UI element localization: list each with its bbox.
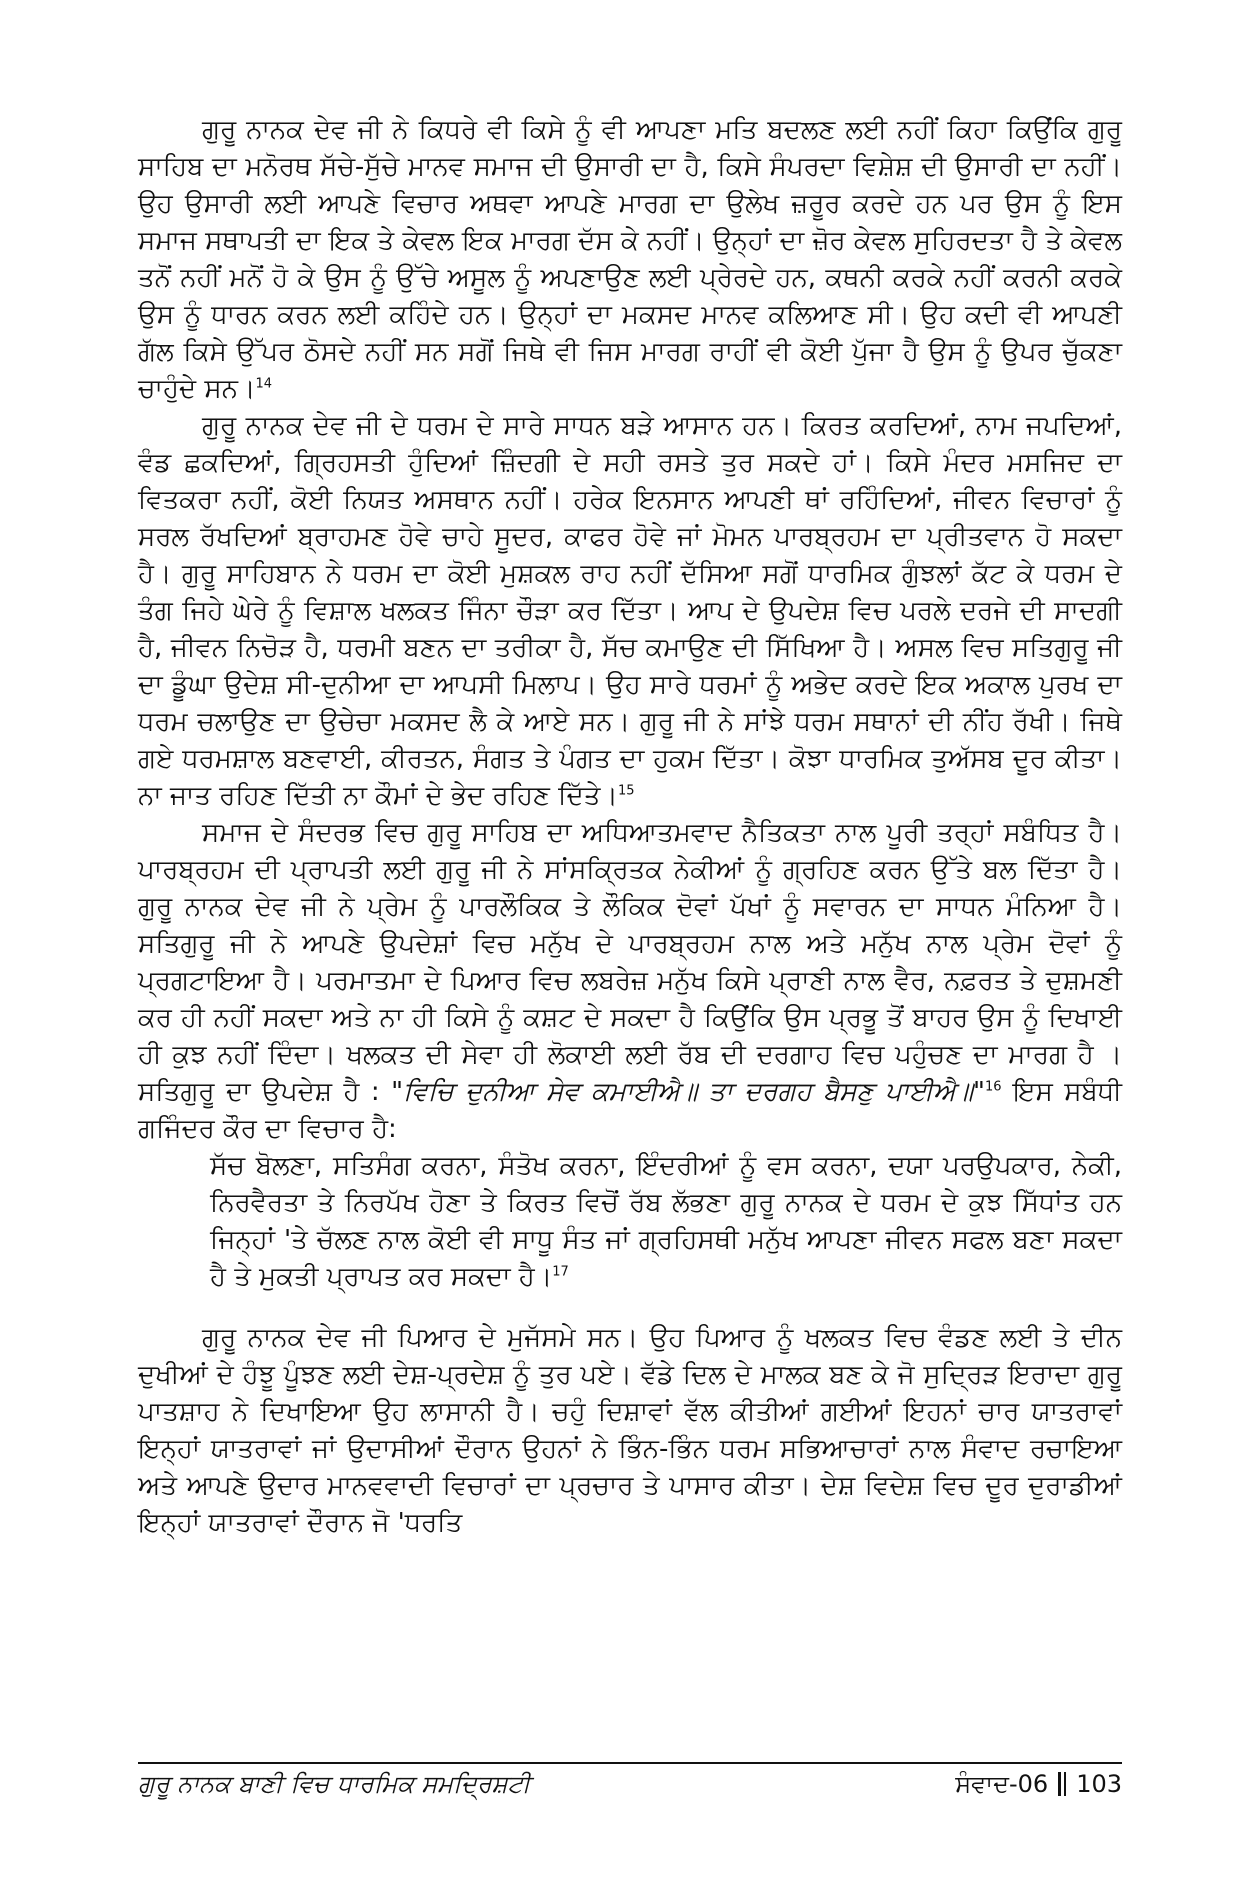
paragraph-1 <box>138 112 1122 408</box>
divider-bars-icon <box>1058 1772 1066 1796</box>
paragraph-4-text: ਗੁਰੂ ਨਾਨਕ ਦੇਵ ਜੀ ਪਿਆਰ ਦੇ ਮੁਜੱਸਮੇ ਸਨ। ਉਹ ਪਿਆਰ ਨੂੰ ਖਲਕਤ ਵਿਚ ਵੰਡਣ ਲਈ ਤੇ ਦੀਨ ਦੁਖੀਆਂ ਦੇ ਹੰਝੂ ਪੂੰਝਣ ਲਈ ਦੇਸ਼-ਪ੍ਰਦੇਸ਼ ਨੂੰ ਤੁਰ ਪਏ। ਵੱਡੇ ਦਿਲ ਦੇ ਮਾਲਕ ਬਣ ਕੇ ਜੋ ਸੁਦ੍ਰਿੜ ਇਰਾਦਾ ਗੁਰੂ ਪਾਤਸ਼ਾਹ ਨੇ ਦਿਖਾਇਆ ਉਹ ਲਾਸਾਨੀ ਹੈ। ਚਹੁੰ ਦਿਸ਼ਾਵਾਂ ਵੱਲ ਕੀਤੀਆਂ ਗਈਆਂ ਇਹਨਾਂ ਚਾਰ ਯਾਤਰਾਵਾਂ ਇਨ੍ਹਾਂ ਯਾਤਰਾਵਾਂ ਜਾਂ ਉਦਾਸੀਆਂ ਦੌਰਾਨ ਉਹਨਾਂ ਨੇ ਭਿੰਨ-ਭਿੰਨ ਧਰਮ ਸਭਿਆਚਾਰਾਂ ਨਾਲ ਸੰਵਾਦ ਰਚਾਇਆ ਅਤੇ ਆਪਣੇ ਉਦਾਰ ਮਾਨਵਵਾਦੀ ਵਿਚਾਰਾਂ ਦਾ ਪ੍ਰਚਾਰ ਤੇ ਪਾਸਾਰ ਕੀਤਾ। ਦੇਸ਼ ਵਿਦੇਸ਼ ਵਿਚ ਦੂਰ ਦੁਰਾਡੀਆਂ ਇਨ੍ਹਾਂ ਯਾਤਰਾਵਾਂ ਦੌਰਾਨ ਜੋ 'ਧਰਤਿ <box>138 1323 1122 1538</box>
page-body <box>138 112 1122 1542</box>
paragraph-4 <box>138 1320 1122 1542</box>
paragraph-2 <box>138 408 1122 815</box>
footer-divider <box>138 1762 1122 1764</box>
block-quote <box>210 1148 1122 1296</box>
footnote-ref-15: 15 <box>617 783 635 799</box>
paragraph-2-text: ਗੁਰੂ ਨਾਨਕ ਦੇਵ ਜੀ ਦੇ ਧਰਮ ਦੇ ਸਾਰੇ ਸਾਧਨ ਬੜੇ ਆਸਾਨ ਹਨ। ਕਿਰਤ ਕਰਦਿਆਂ, ਨਾਮ ਜਪਦਿਆਂ, ਵੰਡ ਛਕਦਿਆਂ, ਗ੍ਰਿਹਸਤੀ ਹੁੰਦਿਆਂ ਜ਼ਿੰਦਗੀ ਦੇ ਸਹੀ ਰਸਤੇ ਤੁਰ ਸਕਦੇ ਹਾਂ। ਕਿਸੇ ਮੰਦਰ ਮਸਜਿਦ ਦਾ ਵਿਤਕਰਾ ਨਹੀਂ, ਕੋਈ ਨਿਯਤ ਅਸਥਾਨ ਨਹੀਂ। ਹਰੇਕ ਇਨਸਾਨ ਆਪਣੀ ਥਾਂ ਰਹਿੰਦਿਆਂ, ਜੀਵਨ ਵਿਚਾਰਾਂ ਨੂੰ ਸਰਲ ਰੱਖਦਿਆਂ ਬ੍ਰਾਹਮਣ ਹੋਵੇ ਚਾਹੇ ਸੂਦਰ, ਕਾਫਰ ਹੋਵੇ ਜਾਂ ਮੋਮਨ ਪਾਰਬ੍ਰਹਮ ਦਾ ਪ੍ਰੀਤਵਾਨ ਹੋ ਸਕਦਾ ਹੈ। ਗੁਰੂ ਸਾਹਿਬਾਨ ਨੇ ਧਰਮ ਦਾ ਕੋਈ ਮੁਸ਼ਕਲ ਰਾਹ ਨਹੀਂ ਦੱਸਿਆ ਸਗੋਂ ਧਾਰਮਿਕ ਗੁੰਝਲਾਂ ਕੱਟ ਕੇ ਧਰਮ ਦੇ ਤੰਗ ਜਿਹੇ ਘੇਰੇ ਨੂੰ ਵਿਸ਼ਾਲ ਖਲਕਤ ਜਿੰਨਾ ਚੌੜਾ ਕਰ ਦਿੱਤਾ। ਆਪ ਦੇ ਉਪਦੇਸ਼ ਵਿਚ ਪਰਲੇ ਦਰਜੇ ਦੀ ਸਾਦਗੀ ਹੈ, ਜੀਵਨ ਨਿਚੋੜ ਹੈ, ਧਰਮੀ ਬਣਨ ਦਾ ਤਰੀਕਾ ਹੈ, ਸੱਚ ਕਮਾਉਣ ਦੀ ਸਿੱਖਿਆ ਹੈ। ਅਸਲ ਵਿਚ ਸਤਿਗੁਰੂ ਜੀ ਦਾ ਡੂੰਘਾ ਉਦੇਸ਼ ਸੀ-ਦੁਨੀਆ ਦਾ ਆਪਸੀ ਮਿਲਾਪ। ਉਹ ਸਾਰੇ ਧਰਮਾਂ ਨੂੰ ਅਭੇਦ ਕਰਦੇ ਇਕ ਅਕਾਲ ਪੁਰਖ ਦਾ ਧਰਮ ਚਲਾਉਣ ਦਾ ਉਚੇਚਾ ਮਕਸਦ ਲੈ ਕੇ ਆਏ ਸਨ। ਗੁਰੂ ਜੀ ਨੇ ਸਾਂਝੇ ਧਰਮ ਸਥਾਨਾਂ ਦੀ ਨੀਂਹ ਰੱਖੀ। ਜਿਥੇ ਗਏ ਧਰਮਸ਼ਾਲ ਬਣਵਾਈ, ਕੀਰਤਨ, ਸੰਗਤ ਤੇ ਪੰਗਤ ਦਾ ਹੁਕਮ ਦਿੱਤਾ। ਕੋਝਾ ਧਾਰਮਿਕ ਤੁਅੱਸਬ ਦੂਰ ਕੀਤਾ। ਨਾ ਜਾਤ ਰਹਿਣ ਦਿੱਤੀ ਨਾ ਕੌਮਾਂ ਦੇ ਭੇਦ ਰਹਿਣ ਦਿੱਤੇ। <box>138 411 1122 811</box>
footer-journal: ਸੰਵਾਦ-06 <box>955 1770 1049 1798</box>
paragraph-1-text: ਗੁਰੂ ਨਾਨਕ ਦੇਵ ਜੀ ਨੇ ਕਿਧਰੇ ਵੀ ਕਿਸੇ ਨੂੰ ਵੀ ਆਪਣਾ ਮਤਿ ਬਦਲਣ ਲਈ ਨਹੀਂ ਕਿਹਾ ਕਿਉਂਕਿ ਗੁਰੂ ਸਾਹਿਬ ਦਾ ਮਨੋਰਥ ਸੱਚੇ-ਸੁੱਚੇ ਮਾਨਵ ਸਮਾਜ ਦੀ ਉਸਾਰੀ ਦਾ ਹੈ, ਕਿਸੇ ਸੰਪਰਦਾ ਵਿਸ਼ੇਸ਼ ਦੀ ਉਸਾਰੀ ਦਾ ਨਹੀਂ। ਉਹ ਉਸਾਰੀ ਲਈ ਆਪਣੇ ਵਿਚਾਰ ਅਥਵਾ ਆਪਣੇ ਮਾਰਗ ਦਾ ਉਲੇਖ ਜ਼ਰੂਰ ਕਰਦੇ ਹਨ ਪਰ ਉਸ ਨੂੰ ਇਸ ਸਮਾਜ ਸਥਾਪਤੀ ਦਾ ਇਕ ਤੇ ਕੇਵਲ ਇਕ ਮਾਰਗ ਦੱਸ ਕੇ ਨਹੀਂ। ਉਨ੍ਹਾਂ ਦਾ ਜ਼ੋਰ ਕੇਵਲ ਸੁਹਿਰਦਤਾ ਹੈ ਤੇ ਕੇਵਲ ਤਨੋਂ ਨਹੀਂ ਮਨੋਂ ਹੋ ਕੇ ਉਸ ਨੂੰ ਉੱਚੇ ਅਸੂਲ ਨੂੰ ਅਪਣਾਉਣ ਲਈ ਪ੍ਰੇਰਦੇ ਹਨ, ਕਥਨੀ ਕਰਕੇ ਨਹੀਂ ਕਰਨੀ ਕਰਕੇ ਉਸ ਨੂੰ ਧਾਰਨ ਕਰਨ ਲਈ ਕਹਿੰਦੇ ਹਨ। ਉਨ੍ਹਾਂ ਦਾ ਮਕਸਦ ਮਾਨਵ ਕਲਿਆਣ ਸੀ। ਉਹ ਕਦੀ ਵੀ ਆਪਣੀ ਗੱਲ ਕਿਸੇ ਉੱਪਰ ਠੋਸਦੇ ਨਹੀਂ ਸਨ ਸਗੋਂ ਜਿਥੇ ਵੀ ਜਿਸ ਮਾਰਗ ਰਾਹੀਂ ਵੀ ਕੋਈ ਪੁੱਜਾ ਹੈ ਉਸ ਨੂੰ ਉਪਰ ਚੁੱਕਣਾ ਚਾਹੁੰਦੇ ਸਨ। <box>138 115 1122 404</box>
block-quote-text: ਸੱਚ ਬੋਲਣਾ, ਸਤਿਸੰਗ ਕਰਨਾ, ਸੰਤੋਖ ਕਰਨਾ, ਇੰਦਰੀਆਂ ਨੂੰ ਵਸ ਕਰਨਾ, ਦਯਾ ਪਰਉਪਕਾਰ, ਨੇਕੀ, ਨਿਰਵੈਰਤਾ ਤੇ ਨਿਰਪੱਖ ਹੋਣਾ ਤੇ ਕਿਰਤ ਵਿਚੋਂ ਰੱਬ ਲੱਭਣਾ ਗੁਰੂ ਨਾਨਕ ਦੇ ਧਰਮ ਦੇ ਕੁਝ ਸਿੱਧਾਂਤ ਹਨ ਜਿਨ੍ਹਾਂ 'ਤੇ ਚੱਲਣ ਨਾਲ ਕੋਈ ਵੀ ਸਾਧੂ ਸੰਤ ਜਾਂ ਗ੍ਰਹਿਸਥੀ ਮਨੁੱਖ ਆਪਣਾ ਜੀਵਨ ਸਫਲ ਬਣਾ ਸਕਦਾ ਹੈ ਤੇ ਮੁਕਤੀ ਪ੍ਰਾਪਤ ਕਰ ਸਕਦਾ ਹੈ। <box>210 1151 1122 1292</box>
paragraph-3-text: ਸਮਾਜ ਦੇ ਸੰਦਰਭ ਵਿਚ ਗੁਰੂ ਸਾਹਿਬ ਦਾ ਅਧਿਆਤਮਵਾਦ ਨੈਤਿਕਤਾ ਨਾਲ ਪੂਰੀ ਤਰ੍ਹਾਂ ਸਬੰਧਿਤ ਹੈ। ਪਾਰਬ੍ਰਹਮ ਦੀ ਪ੍ਰਾਪਤੀ ਲਈ ਗੁਰੂ ਜੀ ਨੇ ਸਾਂਸਕ੍ਰਿਤਕ ਨੇਕੀਆਂ ਨੂੰ ਗ੍ਰਹਿਣ ਕਰਨ ਉੱਤੇ ਬਲ ਦਿੱਤਾ ਹੈ। ਗੁਰੂ ਨਾਨਕ ਦੇਵ ਜੀ ਨੇ ਪ੍ਰੇਮ ਨੂੰ ਪਾਰਲੌਕਿਕ ਤੇ ਲੌਕਿਕ ਦੋਵਾਂ ਪੱਖਾਂ ਨੂੰ ਸਵਾਰਨ ਦਾ ਸਾਧਨ ਮੰਨਿਆ ਹੈ। ਸਤਿਗੁਰੂ ਜੀ ਨੇ ਆਪਣੇ ਉਪਦੇਸ਼ਾਂ ਵਿਚ ਮਨੁੱਖ ਦੇ ਪਾਰਬ੍ਰਹਮ ਨਾਲ ਅਤੇ ਮਨੁੱਖ ਨਾਲ ਪ੍ਰੇਮ ਦੋਵਾਂ ਨੂੰ ਪ੍ਰਗਟਾਇਆ ਹੈ। ਪਰਮਾਤਮਾ ਦੇ ਪਿਆਰ ਵਿਚ ਲਬਰੇਜ਼ ਮਨੁੱਖ ਕਿਸੇ ਪ੍ਰਾਣੀ ਨਾਲ ਵੈਰ, ਨਫ਼ਰਤ ਤੇ ਦੁਸ਼ਮਣੀ ਕਰ ਹੀ ਨਹੀਂ ਸਕਦਾ ਅਤੇ ਨਾ ਹੀ ਕਿਸੇ ਨੂੰ ਕਸ਼ਟ ਦੇ ਸਕਦਾ ਹੈ ਕਿਉਂਕਿ ਉਸ ਪ੍ਰਭੂ ਤੋਂ ਬਾਹਰ ਉਸ ਨੂੰ ਦਿਖਾਈ ਹੀ ਕੁਝ ਨਹੀਂ ਦਿੰਦਾ। ਖਲਕਤ ਦੀ ਸੇਵਾ ਹੀ ਲੋਕਾਈ ਲਈ ਰੱਬ ਦੀ ਦਰਗਾਹ ਵਿਚ ਪਹੁੰਚਣ ਦਾ ਮਾਰਗ ਹੈ । ਸਤਿਗੁਰੂ ਦਾ ਉਪਦੇਸ਼ ਹੈ : <box>138 818 1122 1107</box>
footer-book-title: ਗੁਰੂ ਨਾਨਕ ਬਾਣੀ ਵਿਚ ਧਾਰਮਿਕ ਸਮਦ੍ਰਿਸ਼ਟੀ <box>138 1770 531 1798</box>
footnote-ref-17: 17 <box>552 1264 569 1280</box>
footer-page-info <box>955 1770 1122 1798</box>
gurbani-quote: "ਵਿਚਿ ਦੁਨੀਆ ਸੇਵ ਕਮਾਈਐ॥ ਤਾ ਦਰਗਹ ਬੈਸਣੁ ਪਾਈਐ॥" <box>391 1077 985 1107</box>
paragraph-3-text-after: ਇਸ ਸਬੰਧੀ ਗਜਿੰਦਰ ਕੌਰ ਦਾ ਵਿਚਾਰ ਹੈ: <box>138 1077 1122 1144</box>
footnote-ref-14: 14 <box>255 376 273 392</box>
page-number: 103 <box>1076 1770 1122 1798</box>
paragraph-3 <box>138 815 1122 1148</box>
footnote-ref-16: 16 <box>984 1079 1002 1095</box>
